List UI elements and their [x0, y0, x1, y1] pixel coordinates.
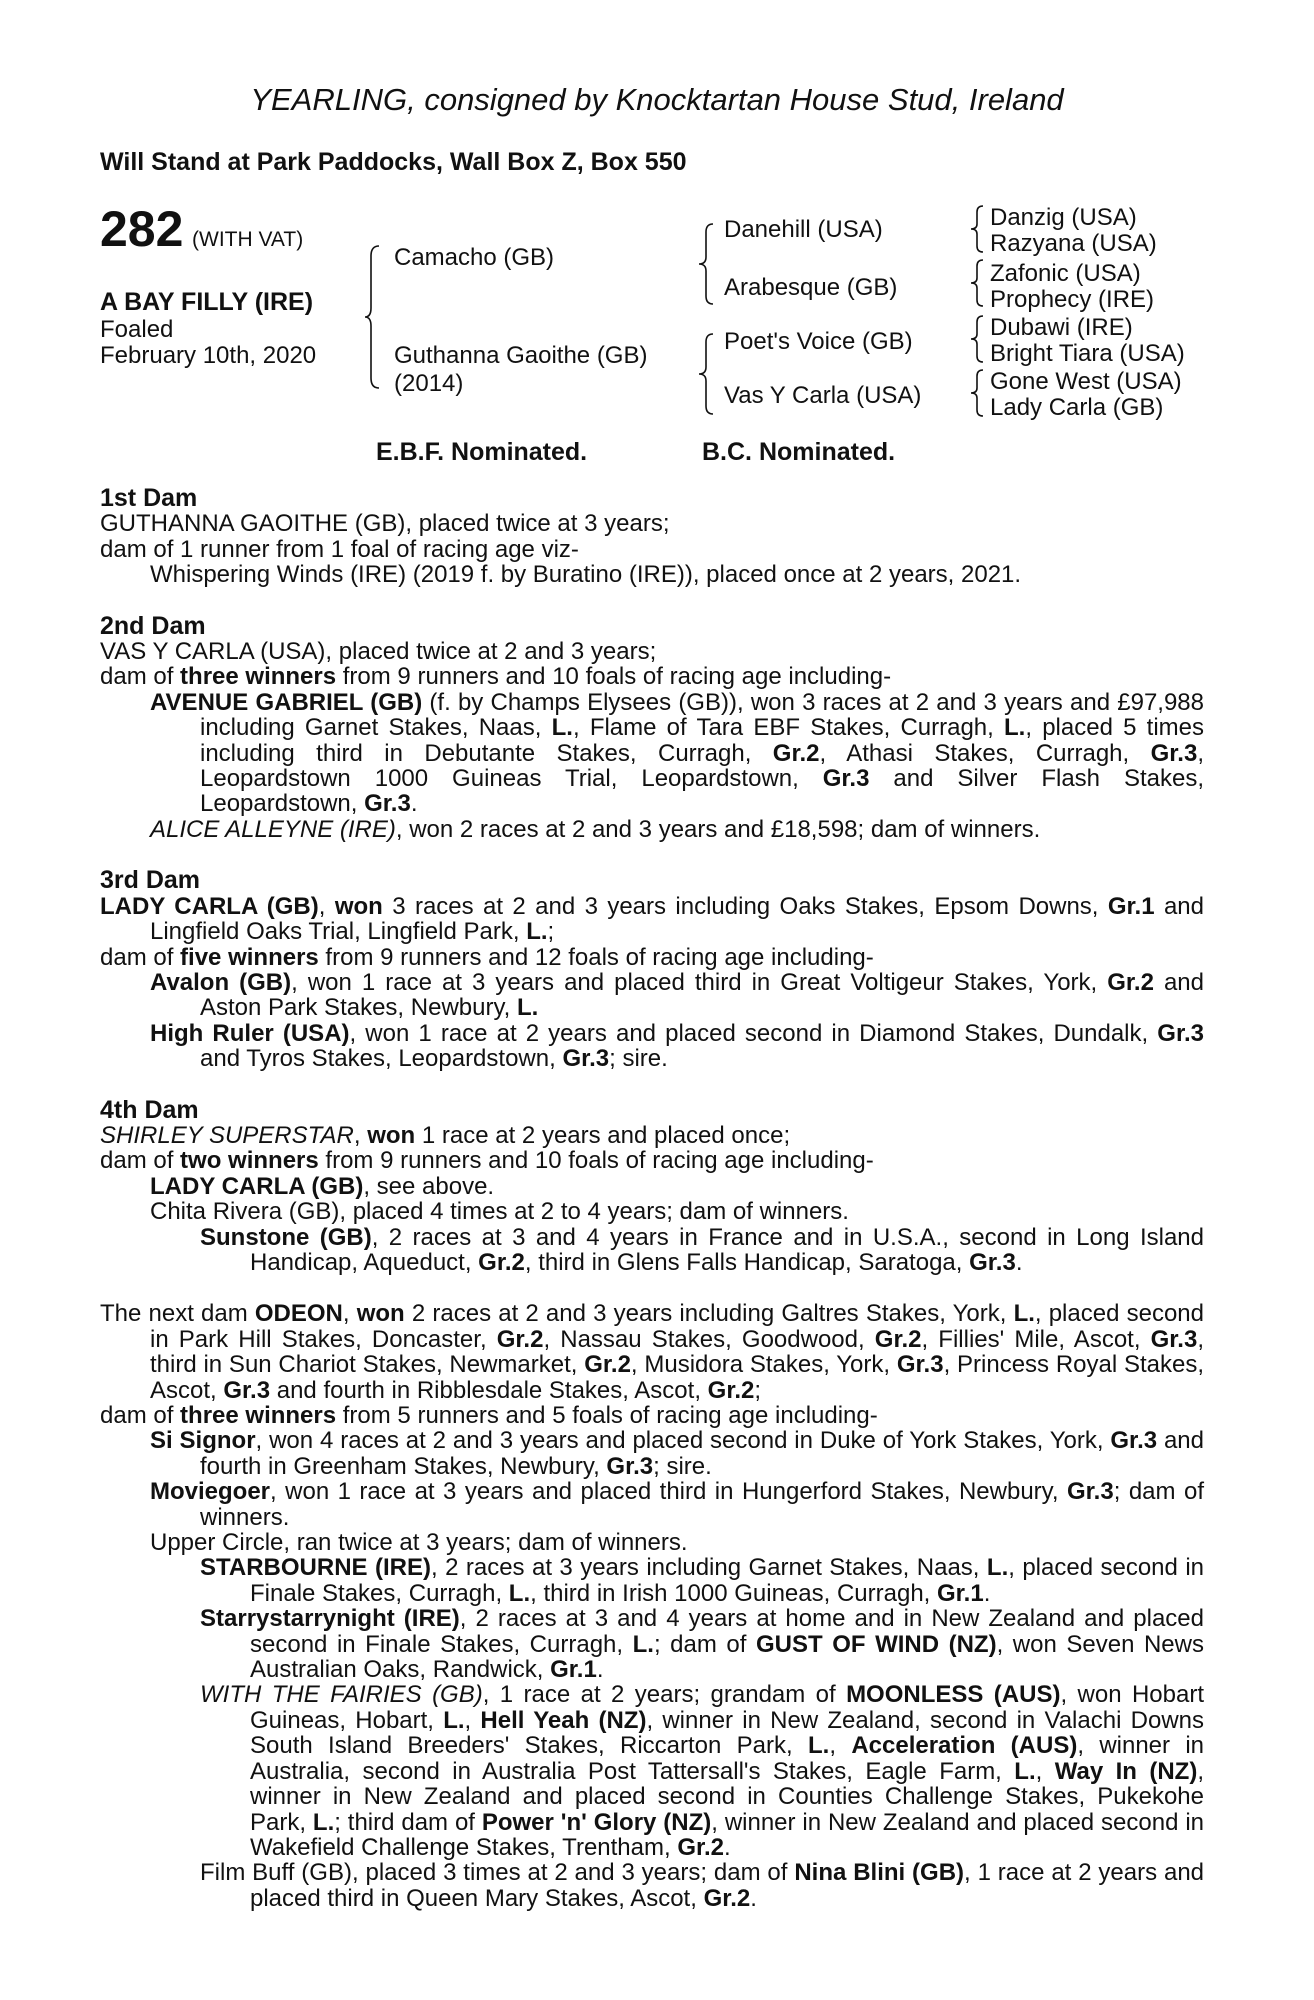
moviegoer-entry: Moviegoer, won 1 race at 3 years and placed third in Hungerford Stakes, Newbury, Gr.3; dam of winners. — [150, 1478, 1204, 1531]
avenue-gabriel-entry: AVENUE GABRIEL (GB) (f. by Champs Elysees (GB)), won 3 races at 2 and 3 years and £97,988 including Garnet Stakes, Naas, L., Flame of Tara EBF Stakes, Curragh, L., placed 5 times including third in Debutante Stakes, Curragh, Gr.2, Athasi Stakes, Curragh, Gr.3, Leopardstown 1000 Guineas Trial, Leopardstown, Gr.3 and Silver Flash Stakes, Leopardstown, Gr.3. — [150, 688, 1205, 818]
pedigree-brace-ss — [968, 204, 986, 254]
foaled-label: Foaled — [100, 316, 174, 343]
upper-circle-entry: Upper Circle, ran twice at 3 years; dam of winners. — [150, 1529, 688, 1557]
shirley-superstar-entry: SHIRLEY SUPERSTAR, won 1 race at 2 years and placed once; — [100, 1121, 791, 1149]
pedigree-dam-dam: Vas Y Carla (USA) — [724, 382, 922, 409]
pedigree-brace-main — [362, 244, 382, 390]
third-dam-produce: dam of five winners from 9 runners and 12 foals of racing age including- — [100, 943, 874, 971]
first-dam-produce: dam of 1 runner from 1 foal of racing age viz- — [100, 535, 579, 563]
fourth-dam-produce: dam of two winners from 9 runners and 10 foals of racing age including- — [100, 1147, 874, 1175]
ebf-nomination: E.B.F. Nominated. — [376, 438, 588, 466]
pedigree-sire-sire: Danehill (USA) — [724, 216, 883, 243]
second-dam-line: VAS Y CARLA (USA), placed twice at 2 and 3 years; — [100, 638, 657, 666]
starrystarrynight-entry: Starrystarrynight (IRE), 2 races at 3 and 4 years at home and in New Zealand and placed second in Finale Stakes, Curragh, L.; dam of GUST OF WIND (NZ), won Seven News Australian Oaks, Randwick, Gr.1. — [200, 1605, 1204, 1684]
pedigree-brace-dam — [696, 332, 716, 416]
first-dam-heading: 1st Dam — [100, 484, 198, 512]
with-the-fairies-entry: WITH THE FAIRIES (GB), 1 race at 2 years; grandam of MOONLESS (AUS), won Hobart Guineas, Hobart, L., Hell Yeah (NZ), winner in New Zealand, second in Valachi Downs South Island Breeders' Stakes, Riccarton Park, L., Acceleration (AUS), winner in Australia, second in Australia Post Tattersall's Stakes, Eagle Farm, L., Way In (NZ), winner in New Zealand and placed second in Counties Challenge Stakes, Pukekohe Park, L.; third dam of Power 'n' Glory (NZ), winner in New Zealand and placed second in Wakefield Challenge Stakes, Trentham, Gr.2. — [200, 1681, 1205, 1861]
third-dam-heading: 3rd Dam — [100, 866, 201, 895]
pedigree-sire-dam: Arabesque (GB) — [724, 274, 898, 301]
page-heading: YEARLING, consigned by Knocktartan House Stud, Ireland — [250, 82, 1064, 117]
pedigree-brace-ds — [968, 314, 986, 364]
horse-name: A BAY FILLY (IRE) — [100, 288, 314, 316]
si-signor-entry: Si Signor, won 4 races at 2 and 3 years and placed second in Duke of York Stakes, York, Gr.3 and fourth in Greenham Stakes, Newbury, Gr.3; sire. — [150, 1427, 1205, 1480]
pedigree-dds: Gone West (USA) — [990, 368, 1182, 395]
second-dam-produce: dam of three winners from 9 runners and 10 foals of racing age including- — [100, 663, 892, 691]
pedigree-dam: Guthanna Gaoithe (GB) — [394, 342, 648, 369]
lady-carla-ref: LADY CARLA (GB), see above. — [150, 1172, 495, 1200]
avenue-gabriel-name: AVENUE GABRIEL (GB) — [150, 688, 423, 716]
pedigree-ssd: Razyana (USA) — [990, 230, 1157, 257]
next-dam-produce: dam of three winners from 5 runners and 5 foals of racing age including- — [100, 1402, 878, 1429]
fourth-dam-heading: 4th Dam — [100, 1095, 199, 1124]
film-buff-entry: Film Buff (GB), placed 3 times at 2 and 3 years; dam of Nina Blini (GB), 1 race at 2 years and placed third in Queen Mary Stakes, Ascot, Gr.2. — [200, 1859, 1205, 1912]
bc-nomination: B.C. Nominated. — [702, 438, 896, 466]
first-dam-foal: Whispering Winds (IRE) (2019 f. by Buratino (IRE)), placed once at 2 years, 2021. — [150, 561, 1022, 589]
odeon-entry: The next dam ODEON, won 2 races at 2 and 3 years including Galtres Stakes, York, L., placed second in Park Hill Stakes, Doncaster, Gr.2, Nassau Stakes, Goodwood, Gr.2, Fillies' Mile, Ascot, Gr.3, third in Sun Chariot Stakes, Newmarket, Gr.2, Musidora Stakes, York, Gr.3, Princess Royal Stakes, Ascot, Gr.3 and fourth in Ribblesdale Stakes, Ascot, Gr.2; — [100, 1300, 1205, 1404]
pedigree-dsd: Bright Tiara (USA) — [990, 340, 1185, 367]
pedigree-dam-year: (2014) — [394, 370, 464, 397]
pedigree-sdd: Prophecy (IRE) — [990, 286, 1155, 313]
pedigree-dam-sire: Poet's Voice (GB) — [724, 328, 913, 355]
pedigree-dss: Dubawi (IRE) — [990, 314, 1133, 341]
catalogue-body — [100, 486, 1204, 1911]
pedigree-sds: Zafonic (USA) — [990, 260, 1141, 287]
first-dam-line: GUTHANNA GAOITHE (GB), placed twice at 3 years; — [100, 510, 670, 538]
pedigree-brace-sire — [696, 222, 716, 306]
lot-number: 282 — [100, 201, 184, 257]
pedigree-brace-dd — [968, 368, 986, 418]
second-dam-heading: 2nd Dam — [100, 611, 206, 640]
chita-rivera-entry: Chita Rivera (GB), placed 4 times at 2 to 4 years; dam of winners. — [150, 1198, 849, 1226]
vat-note: (WITH VAT) — [192, 228, 304, 251]
pedigree-sss: Danzig (USA) — [990, 204, 1137, 231]
stand-location: Will Stand at Park Paddocks, Wall Box Z, Box 550 — [100, 148, 687, 176]
avalon-entry: Avalon (GB), won 1 race at 3 years and placed third in Great Voltigeur Stakes, York, Gr.2 and Aston Park Stakes, Newbury, L. — [150, 968, 1205, 1022]
foaled-date: February 10th, 2020 — [100, 342, 317, 369]
lady-carla-entry: LADY CARLA (GB), won 3 races at 2 and 3 years including Oaks Stakes, Epsom Downs, Gr.1 and Lingfield Oaks Trial, Lingfield Park, L.; — [100, 892, 1204, 946]
pedigree-ddd: Lady Carla (GB) — [990, 394, 1164, 421]
alice-alleyne-entry: ALICE ALLEYNE (IRE), won 2 races at 2 and 3 years and £18,598; dam of winners. — [150, 815, 1041, 843]
pedigree-sire: Camacho (GB) — [394, 244, 555, 271]
sunstone-entry: Sunstone (GB), 2 races at 3 and 4 years in France and in U.S.A., second in Long Island Handicap, Aqueduct, Gr.2, third in Glens Falls Handicap, Saratoga, Gr.3. — [200, 1223, 1204, 1276]
pedigree-brace-sd — [968, 258, 986, 308]
high-ruler-entry: High Ruler (USA), won 1 race at 2 years and placed second in Diamond Stakes, Dundalk, Gr.3 and Tyros Stakes, Leopardstown, Gr.3; sire. — [150, 1019, 1204, 1073]
starbourne-entry: STARBOURNE (IRE), 2 races at 3 years including Garnet Stakes, Naas, L., placed second in Finale Stakes, Curragh, L., third in Irish 1000 Guineas, Curragh, Gr.1. — [200, 1554, 1204, 1607]
